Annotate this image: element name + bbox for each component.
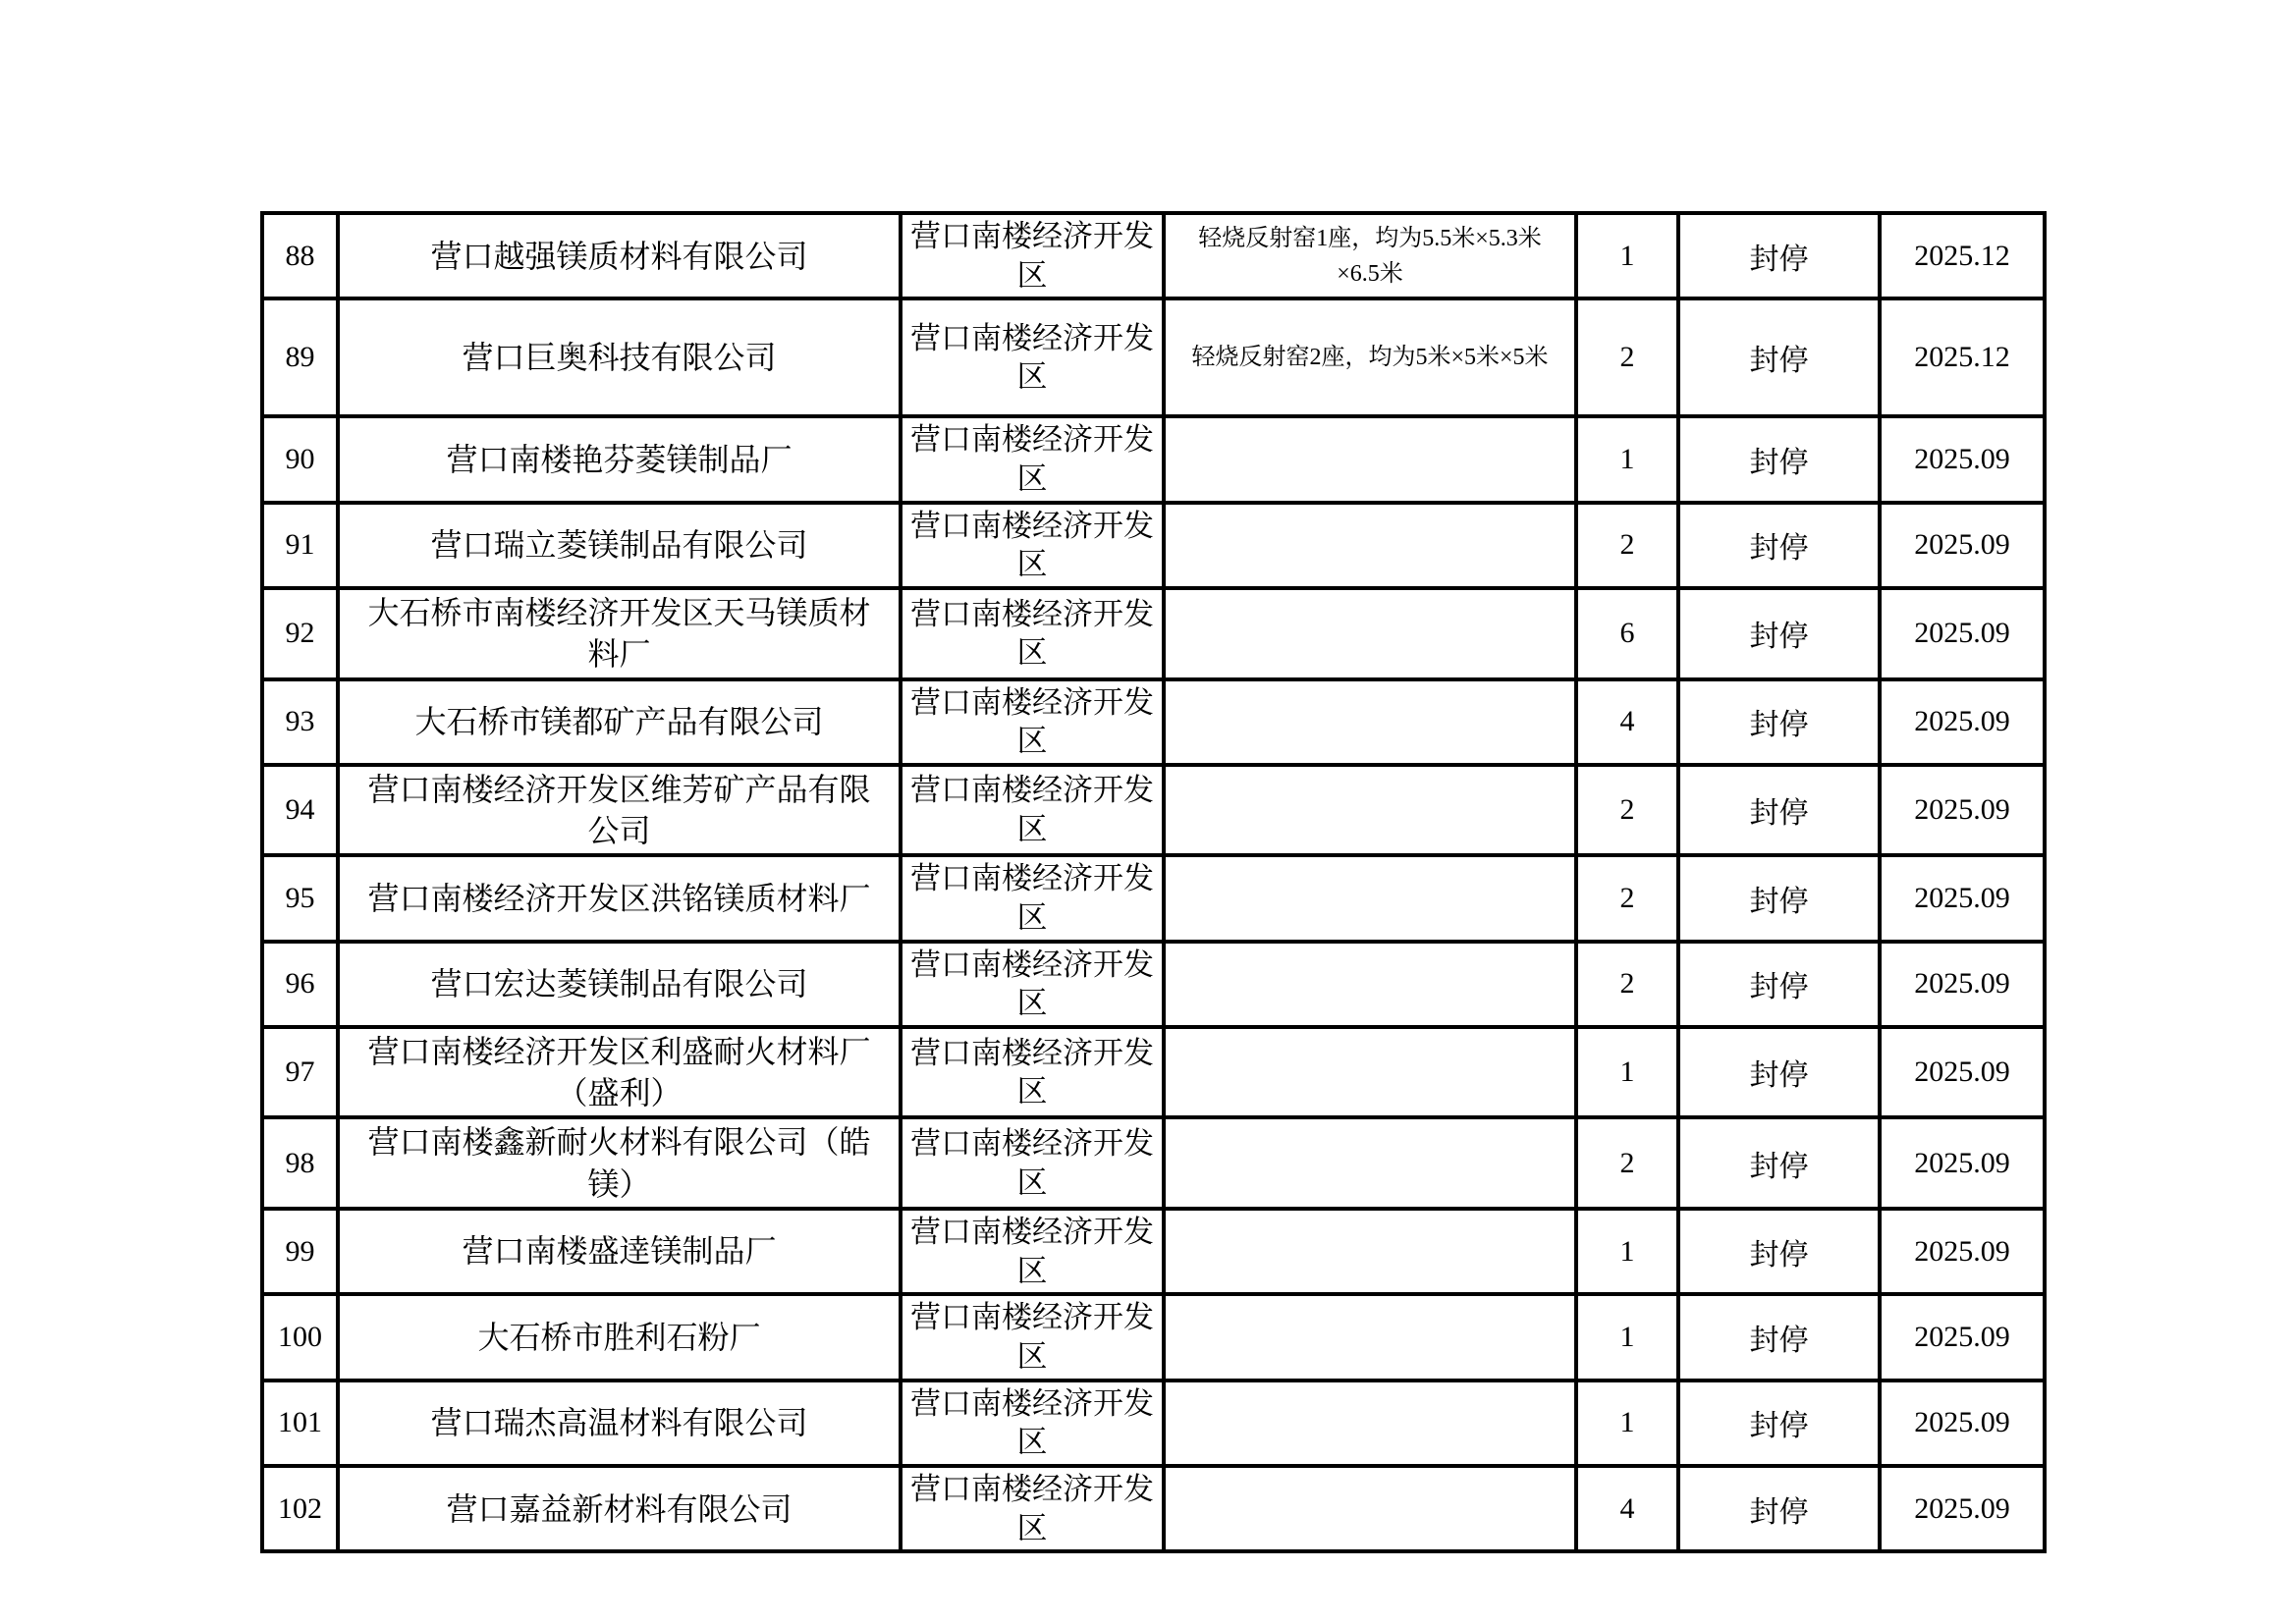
count-cell: 1 [1576,1027,1678,1117]
table-row [262,942,2045,1027]
date-cell: 2025.09 [1880,679,2045,765]
row-number-cell: 88 [262,213,338,298]
location-cell: 营口南楼经济开发区 [901,765,1164,855]
kiln-description-cell [1164,503,1576,588]
company-name-cell: 营口嘉益新材料有限公司 [338,1466,901,1551]
status-cell: 封停 [1678,1294,1880,1380]
location-cell: 营口南楼经济开发区 [901,1294,1164,1380]
status-cell: 封停 [1678,1117,1880,1208]
table-row [262,1466,2045,1551]
location-cell: 营口南楼经济开发区 [901,1209,1164,1294]
status-cell: 封停 [1678,1209,1880,1294]
company-name-cell: 大石桥市南楼经济开发区天马镁质材料厂 [338,588,901,678]
date-cell: 2025.09 [1880,1466,2045,1551]
company-name-cell: 大石桥市胜利石粉厂 [338,1294,901,1380]
date-cell: 2025.09 [1880,1027,2045,1117]
kiln-description-cell [1164,1294,1576,1380]
count-cell: 6 [1576,588,1678,678]
location-cell: 营口南楼经济开发区 [901,1117,1164,1208]
location-cell: 营口南楼经济开发区 [901,503,1164,588]
status-cell: 封停 [1678,503,1880,588]
table-row [262,1294,2045,1380]
location-cell: 营口南楼经济开发区 [901,855,1164,941]
count-cell: 2 [1576,298,1678,416]
kiln-description-cell [1164,1117,1576,1208]
date-cell: 2025.12 [1880,213,2045,298]
company-name-cell: 营口巨奥科技有限公司 [338,298,901,416]
date-cell: 2025.12 [1880,298,2045,416]
kiln-description-cell [1164,679,1576,765]
location-cell: 营口南楼经济开发区 [901,1380,1164,1466]
row-number-cell: 98 [262,1117,338,1208]
kiln-description-cell [1164,416,1576,502]
row-number-cell: 100 [262,1294,338,1380]
kiln-description-cell [1164,942,1576,1027]
table-row [262,1027,2045,1117]
date-cell: 2025.09 [1880,1294,2045,1380]
row-number-cell: 91 [262,503,338,588]
location-cell: 营口南楼经济开发区 [901,1027,1164,1117]
company-name-cell: 营口宏达菱镁制品有限公司 [338,942,901,1027]
date-cell: 2025.09 [1880,416,2045,502]
count-cell: 2 [1576,855,1678,941]
row-number-cell: 95 [262,855,338,941]
count-cell: 4 [1576,679,1678,765]
kiln-description-cell: 轻烧反射窑2座，均为5米×5米×5米 [1164,298,1576,416]
count-cell: 1 [1576,416,1678,502]
date-cell: 2025.09 [1880,855,2045,941]
row-number-cell: 89 [262,298,338,416]
status-cell: 封停 [1678,213,1880,298]
company-name-cell: 营口瑞杰高温材料有限公司 [338,1380,901,1466]
enterprise-table [260,211,2047,1553]
count-cell: 2 [1576,765,1678,855]
location-cell: 营口南楼经济开发区 [901,679,1164,765]
location-cell: 营口南楼经济开发区 [901,416,1164,502]
row-number-cell: 94 [262,765,338,855]
table-row [262,765,2045,855]
row-number-cell: 90 [262,416,338,502]
date-cell: 2025.09 [1880,1117,2045,1208]
row-number-cell: 92 [262,588,338,678]
table-row [262,416,2045,502]
company-name-cell: 营口瑞立菱镁制品有限公司 [338,503,901,588]
company-name-cell: 大石桥市镁都矿产品有限公司 [338,679,901,765]
date-cell: 2025.09 [1880,1209,2045,1294]
table-row [262,503,2045,588]
company-name-cell: 营口南楼鑫新耐火材料有限公司（皓镁） [338,1117,901,1208]
date-cell: 2025.09 [1880,588,2045,678]
row-number-cell: 99 [262,1209,338,1294]
location-cell: 营口南楼经济开发区 [901,298,1164,416]
kiln-description-cell [1164,1027,1576,1117]
company-name-cell: 营口南楼经济开发区洪铭镁质材料厂 [338,855,901,941]
status-cell: 封停 [1678,588,1880,678]
table-row [262,588,2045,678]
table-row [262,679,2045,765]
kiln-description-cell: 轻烧反射窑1座，均为5.5米×5.3米×6.5米 [1164,213,1576,298]
table-row [262,298,2045,416]
company-name-cell: 营口南楼经济开发区利盛耐火材料厂（盛利） [338,1027,901,1117]
count-cell: 1 [1576,1209,1678,1294]
status-cell: 封停 [1678,1027,1880,1117]
row-number-cell: 96 [262,942,338,1027]
table-row [262,1209,2045,1294]
count-cell: 1 [1576,1294,1678,1380]
company-name-cell: 营口越强镁质材料有限公司 [338,213,901,298]
status-cell: 封停 [1678,1466,1880,1551]
count-cell: 4 [1576,1466,1678,1551]
status-cell: 封停 [1678,679,1880,765]
date-cell: 2025.09 [1880,765,2045,855]
status-cell: 封停 [1678,416,1880,502]
company-name-cell: 营口南楼艳芬菱镁制品厂 [338,416,901,502]
count-cell: 2 [1576,942,1678,1027]
company-name-cell: 营口南楼盛逹镁制品厂 [338,1209,901,1294]
location-cell: 营口南楼经济开发区 [901,213,1164,298]
date-cell: 2025.09 [1880,942,2045,1027]
kiln-description-cell [1164,1209,1576,1294]
table-row [262,855,2045,941]
status-cell: 封停 [1678,765,1880,855]
count-cell: 2 [1576,503,1678,588]
row-number-cell: 93 [262,679,338,765]
row-number-cell: 102 [262,1466,338,1551]
status-cell: 封停 [1678,298,1880,416]
kiln-description-cell [1164,1380,1576,1466]
table-row [262,213,2045,298]
table-row [262,1380,2045,1466]
status-cell: 封停 [1678,1380,1880,1466]
enterprise-table-body [262,213,2045,1551]
location-cell: 营口南楼经济开发区 [901,1466,1164,1551]
row-number-cell: 101 [262,1380,338,1466]
date-cell: 2025.09 [1880,1380,2045,1466]
location-cell: 营口南楼经济开发区 [901,588,1164,678]
kiln-description-cell [1164,1466,1576,1551]
count-cell: 1 [1576,213,1678,298]
company-name-cell: 营口南楼经济开发区维芳矿产品有限公司 [338,765,901,855]
date-cell: 2025.09 [1880,503,2045,588]
table-row [262,1117,2045,1208]
kiln-description-cell [1164,855,1576,941]
row-number-cell: 97 [262,1027,338,1117]
status-cell: 封停 [1678,942,1880,1027]
status-cell: 封停 [1678,855,1880,941]
kiln-description-cell [1164,765,1576,855]
kiln-description-cell [1164,588,1576,678]
location-cell: 营口南楼经济开发区 [901,942,1164,1027]
count-cell: 1 [1576,1380,1678,1466]
count-cell: 2 [1576,1117,1678,1208]
